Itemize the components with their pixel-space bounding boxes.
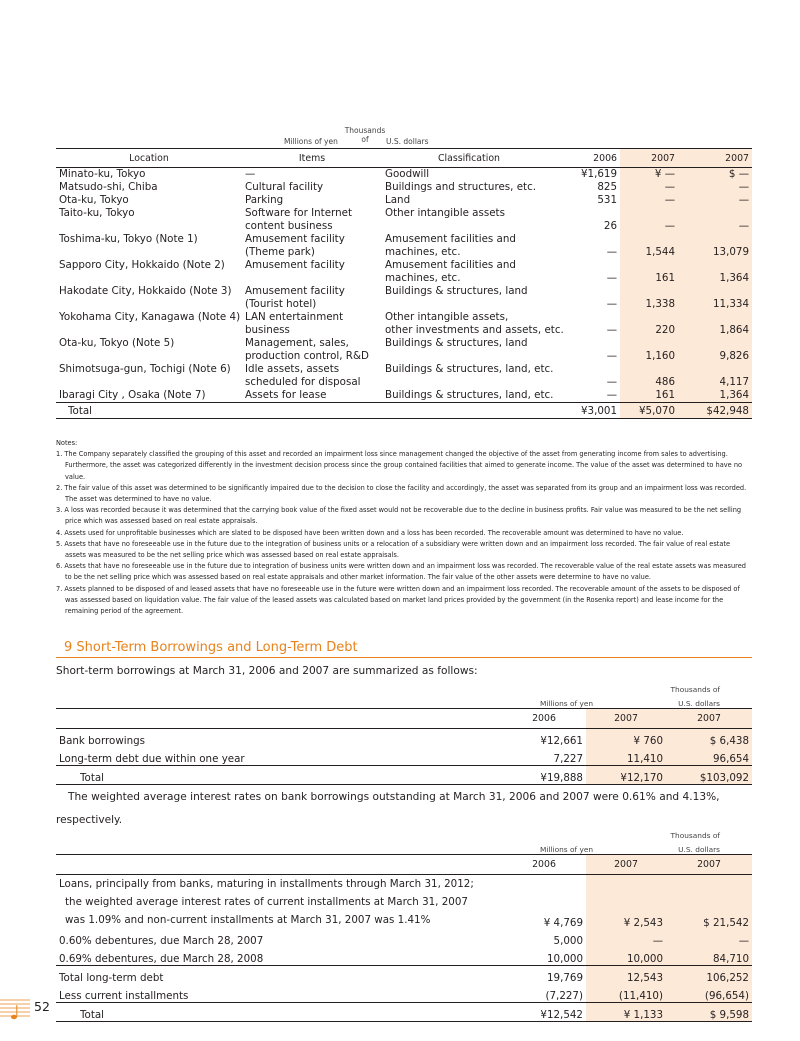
value-2006 — [556, 285, 620, 298]
classification-cell: Amusement facilities and — [385, 259, 516, 271]
classification-cell: Other intangible assets, — [385, 311, 509, 323]
music-staff-icon — [0, 996, 30, 1021]
value-usd: 106,252 — [666, 966, 752, 985]
value-2006: 531 — [597, 194, 617, 206]
value-2007: — — [620, 220, 678, 233]
value-usd: $ 6,438 — [666, 729, 752, 748]
value-2006: 26 — [603, 220, 617, 232]
impairment-table — [56, 148, 752, 419]
header-2007-usd: 2007 — [678, 149, 752, 168]
value-2007: — — [620, 181, 678, 194]
table-row — [56, 207, 752, 220]
location-cell: Ota-ku, Tokyo — [59, 194, 129, 206]
location-cell: Ota-ku, Tokyo (Note 5) — [59, 337, 175, 349]
notes-list — [56, 449, 752, 617]
table-row — [56, 747, 752, 766]
long-term-units-thousands: Thousands of — [670, 831, 720, 840]
header-2006: 2006 — [502, 855, 586, 875]
total-2007: ¥ 1,133 — [586, 1003, 666, 1022]
total-usd: $42,948 — [678, 403, 752, 419]
classification-cell: Buildings & structures, land, etc. — [385, 363, 554, 375]
value-2007: 11,410 — [586, 747, 666, 766]
items-cell: Assets for lease — [245, 389, 327, 401]
row-label: 0.60% debentures, due March 28, 2007 — [59, 935, 264, 947]
value-usd: 9,826 — [678, 350, 752, 363]
value-usd — [678, 311, 752, 324]
classification-cell: Buildings & structures, land — [385, 337, 528, 349]
row-label: Long-term debt due within one year — [56, 747, 502, 766]
value-usd — [678, 363, 752, 376]
total-2007: ¥5,070 — [620, 403, 678, 419]
short-term-table — [56, 708, 752, 785]
header-2007: 2007 — [620, 149, 678, 168]
table-row — [56, 311, 752, 324]
total-2007: ¥12,170 — [586, 766, 666, 785]
value-2007: ¥ 760 — [586, 729, 666, 748]
value-2006 — [556, 337, 620, 350]
value-2006: — — [606, 298, 617, 310]
value-usd: (96,654) — [666, 984, 752, 1003]
table-row — [56, 966, 752, 985]
value-2006: (7,227) — [502, 984, 586, 1003]
units-usd-label: U.S. dollars — [386, 137, 429, 146]
header-classification: Classification — [382, 149, 556, 168]
value-2007: 486 — [620, 376, 678, 389]
table-row — [56, 272, 752, 285]
value-2007: 1,338 — [620, 298, 678, 311]
value-usd: 84,710 — [666, 947, 752, 966]
notes — [56, 438, 752, 617]
interest-rate-paragraph: The weighted average interest rates on bank borrowings outstanding at March 31, 2006 and 2007 were 0.61% and 4.13%, respectively. — [56, 791, 720, 826]
note-item: 5. Assets that have no foreseeable use in the future due to the integration of business units or a relocation of a subsidiary were written down and an impairment loss recorded. The fair value of real estate assets was measured to be the net selling price which was assessed based on real estate appraisals. — [56, 539, 731, 560]
value-usd: 96,654 — [666, 747, 752, 766]
value-usd: $ — — [678, 168, 752, 182]
units-millions-label: Millions of yen — [284, 137, 338, 146]
value-2007 — [620, 207, 678, 220]
value-2006 — [556, 363, 620, 376]
row-label: Less current installments — [56, 984, 502, 1003]
table-row — [56, 376, 752, 389]
value-usd: 1,864 — [678, 324, 752, 337]
long-term-units-usd: U.S. dollars — [678, 845, 720, 854]
value-2007: 161 — [620, 272, 678, 285]
classification-cell: Buildings & structures, land — [385, 285, 528, 297]
location-cell — [56, 220, 242, 233]
table-row — [56, 298, 752, 311]
value-2006: 825 — [597, 181, 617, 193]
classification-cell — [382, 350, 556, 363]
value-2006: — — [606, 350, 617, 362]
value-2007 — [620, 311, 678, 324]
classification-cell — [382, 220, 556, 233]
value-usd — [678, 259, 752, 272]
classification-cell: Buildings and structures, etc. — [385, 181, 536, 193]
location-cell — [56, 324, 242, 337]
items-cell: LAN entertainment — [245, 311, 344, 323]
total-row — [56, 766, 752, 785]
value-usd: $ 21,542 — [666, 875, 752, 930]
value-usd: 11,334 — [678, 298, 752, 311]
total-usd: $103,092 — [666, 766, 752, 785]
page-number: 52 — [34, 999, 50, 1014]
items-cell: Amusement facility — [245, 285, 345, 297]
row-label: Bank borrowings — [59, 735, 146, 747]
value-2006: ¥ 4,769 — [543, 917, 583, 929]
location-cell — [56, 272, 242, 285]
value-2006: — — [606, 272, 617, 284]
location-cell: Sapporo City, Hokkaido (Note 2) — [59, 259, 225, 271]
value-2006: 5,000 — [553, 935, 583, 947]
total-2006: ¥19,888 — [502, 766, 586, 785]
value-2007: 12,543 — [586, 966, 666, 985]
note-item: 2. The fair value of this asset was determined to be significantly impaired due to the decision to close the facility and accordingly, the asset was separated from its group and an impairment loss was recorded. The asset was determined to have no value. — [56, 483, 747, 504]
table-row — [56, 246, 752, 259]
empty-cell — [382, 403, 556, 419]
value-2007: 10,000 — [586, 947, 666, 966]
section-rule — [56, 657, 752, 658]
value-usd: 1,364 — [678, 272, 752, 285]
value-2007: — — [620, 194, 678, 207]
items-cell: production control, R&D — [245, 350, 369, 362]
value-2006 — [556, 311, 620, 324]
location-cell: Matsudo-shi, Chiba — [59, 181, 158, 193]
long-term-table — [56, 854, 752, 1022]
value-2006: — — [606, 389, 617, 401]
location-cell: Toshima-ku, Tokyo (Note 1) — [59, 233, 198, 245]
location-cell: Hakodate City, Hokkaido (Note 3) — [59, 285, 232, 297]
location-cell: Minato-ku, Tokyo — [59, 168, 146, 180]
table-row — [56, 220, 752, 233]
value-2006: ¥12,661 — [540, 735, 583, 747]
header-blank — [56, 709, 502, 729]
classification-cell: Amusement facilities and — [385, 233, 516, 245]
row-label: Total long-term debt — [59, 972, 164, 984]
items-cell: Cultural facility — [245, 181, 324, 193]
classification-cell — [382, 298, 556, 311]
location-cell: Ibaragi City , Osaka (Note 7) — [59, 389, 206, 401]
classification-cell: machines, etc. — [385, 246, 461, 258]
items-cell: Amusement facility — [245, 259, 345, 271]
table-row — [56, 168, 752, 182]
value-2006: 7,227 — [502, 747, 586, 766]
items-cell: Amusement facility — [245, 233, 345, 245]
header-2007: 2007 — [586, 855, 666, 875]
value-2007 — [620, 337, 678, 350]
total-usd: $ 9,598 — [666, 1003, 752, 1022]
table-header-row — [56, 149, 752, 168]
table-row — [56, 233, 752, 246]
table-row — [56, 337, 752, 350]
header-blank — [56, 855, 502, 875]
section-title: 9 Short-Term Borrowings and Long-Term Debt — [64, 640, 358, 655]
short-term-units-usd: U.S. dollars — [678, 699, 720, 708]
value-2007: 220 — [620, 324, 678, 337]
value-2006: 10,000 — [502, 947, 586, 966]
value-2006: 19,769 — [546, 972, 583, 984]
value-2007 — [620, 285, 678, 298]
value-2006 — [556, 233, 620, 246]
value-usd — [678, 207, 752, 220]
value-2007: 1,160 — [620, 350, 678, 363]
value-2007: ¥ — — [620, 168, 678, 182]
location-cell — [56, 376, 242, 389]
classification-cell: Buildings & structures, land, etc. — [385, 389, 554, 401]
items-cell: Parking — [245, 194, 284, 206]
section-intro: Short-term borrowings at March 31, 2006 and 2007 are summarized as follows: — [56, 665, 478, 677]
classification-cell: Other intangible assets — [385, 207, 505, 219]
value-usd: 1,364 — [678, 389, 752, 403]
location-cell — [56, 298, 242, 311]
value-2007 — [620, 233, 678, 246]
items-cell: content business — [245, 220, 333, 232]
header-2006: 2006 — [502, 709, 586, 729]
value-usd — [678, 337, 752, 350]
total-row — [56, 1003, 752, 1022]
items-cell — [242, 272, 382, 285]
value-2007 — [620, 363, 678, 376]
table-row — [56, 324, 752, 337]
total-label: Total — [56, 766, 502, 785]
location-cell — [56, 350, 242, 363]
short-term-units-millions: Millions of yen — [540, 699, 594, 708]
value-2007: — — [586, 929, 666, 947]
table-row — [56, 984, 752, 1003]
items-cell: (Theme park) — [245, 246, 315, 258]
classification-cell: Land — [385, 194, 411, 206]
total-label: Total — [56, 403, 242, 419]
value-2007: 1,544 — [620, 246, 678, 259]
header-items: Items — [242, 149, 382, 168]
row-label-line: the weighted average interest rates of current installments at March 31, 2007 — [65, 896, 468, 908]
note-item: 6. Assets that have no foreseeable use in the future due to integration of business units were written down and an impairment loss was recorded. The recoverable value of the real estate assets was measured to be the net selling price which was assessed based on real estate appraisals and other market information. The fair value of the other assets were determine to have no value. — [56, 562, 746, 582]
value-2006: — — [606, 246, 617, 258]
long-term-units-millions: Millions of yen — [540, 845, 594, 854]
value-2007: 161 — [620, 389, 678, 403]
table-row — [56, 259, 752, 272]
classification-cell: Goodwill — [385, 168, 430, 180]
value-usd: — — [678, 194, 752, 207]
short-term-units-thousands: Thousands of — [670, 685, 720, 694]
classification-cell: machines, etc. — [385, 272, 461, 284]
classification-cell — [382, 376, 556, 389]
note-item: 4. Assets used for unprofitable businesses which are slated to be disposed have been written down and a loss has been recorded. The recoverable amount was determined to have no value. — [56, 528, 684, 537]
row-label-line: Loans, principally from banks, maturing in installments through March 31, 2012; — [59, 878, 474, 890]
total-label: Total — [56, 1003, 502, 1022]
units-thousands-label: Thousands of — [344, 126, 386, 144]
value-2006: — — [606, 376, 617, 388]
items-cell: Software for Internet — [245, 207, 352, 219]
total-2006: ¥12,542 — [502, 1003, 586, 1022]
note-item: 1. The Company separately classified the grouping of this asset and recorded an impairment loss since management changed the objective of the asset from generating income from sales to advertising. Furthermore, the asset was categorized differently in the investment decision process since the group contained facilities that aimed to generate income. The value of the asset was determined to have no value. — [56, 450, 743, 481]
empty-cell — [242, 403, 382, 419]
header-2007-usd: 2007 — [666, 709, 752, 729]
value-usd: — — [666, 929, 752, 947]
value-2006: ¥1,619 — [580, 168, 617, 180]
total-row — [56, 403, 752, 419]
location-cell — [56, 246, 242, 259]
note-item: 7. Assets planned to be disposed of and leased assets that have no foreseeable use in the future were written down and an impairment loss recorded. The recoverable amount of the assets to be disposed of was assessed based on liquidation value. The fair value of the leased assets was calculated based on market land prices provided by the government (in the Rosenka report) and lease income for the remaining period of the agreement. — [56, 584, 740, 616]
header-location: Location — [56, 149, 242, 168]
note-item: 3. A loss was recorded because it was determined that the carrying book value of the fixed asset would not be recoverable due to the decline in business profits. Fair value was measured to be the net selling price which was assessed based on real estate appraisals. — [56, 506, 742, 526]
items-cell: Management, sales, — [245, 337, 349, 349]
value-2006 — [556, 207, 620, 220]
items-cell: scheduled for disposal — [245, 376, 361, 388]
table-row — [56, 947, 752, 966]
total-2006: ¥3,001 — [556, 403, 620, 419]
value-2006: — — [606, 324, 617, 336]
table-row — [56, 729, 752, 748]
value-usd — [678, 285, 752, 298]
value-usd: — — [678, 220, 752, 233]
location-cell: Shimotsuga-gun, Tochigi (Note 6) — [59, 363, 231, 375]
items-cell: — — [245, 168, 256, 180]
table-row — [56, 389, 752, 403]
table-header-row — [56, 709, 752, 729]
value-2006 — [556, 259, 620, 272]
header-2007: 2007 — [586, 709, 666, 729]
header-2007-usd: 2007 — [666, 855, 752, 875]
table-header-row — [56, 855, 752, 875]
row-label: 0.69% debentures, due March 28, 2008 — [56, 947, 502, 966]
value-usd: — — [678, 181, 752, 194]
impairment-table-body — [56, 168, 752, 419]
items-cell: Idle assets, assets — [245, 363, 340, 375]
items-cell: (Tourist hotel) — [245, 298, 317, 310]
row-label-line: was 1.09% and non-current installments at March 31, 2007 was 1.41% — [65, 914, 431, 926]
header-2006: 2006 — [556, 149, 620, 168]
location-cell: Taito-ku, Tokyo — [59, 207, 135, 219]
impairment-units — [0, 126, 800, 148]
table-row — [56, 194, 752, 207]
row-label — [56, 875, 502, 930]
value-2007: (11,410) — [586, 984, 666, 1003]
table-row — [56, 929, 752, 947]
value-usd: 13,079 — [678, 246, 752, 259]
value-2007 — [620, 259, 678, 272]
classification-cell: other investments and assets, etc. — [385, 324, 564, 336]
table-row — [56, 285, 752, 298]
table-row — [56, 350, 752, 363]
location-cell: Yokohama City, Kanagawa (Note 4) — [59, 311, 241, 323]
value-usd: 4,117 — [678, 376, 752, 389]
table-row — [56, 875, 752, 930]
table-row — [56, 363, 752, 376]
notes-title: Notes: — [56, 439, 78, 447]
table-row — [56, 181, 752, 194]
value-2007: ¥ 2,543 — [586, 875, 666, 930]
value-usd — [678, 233, 752, 246]
items-cell: business — [245, 324, 290, 336]
